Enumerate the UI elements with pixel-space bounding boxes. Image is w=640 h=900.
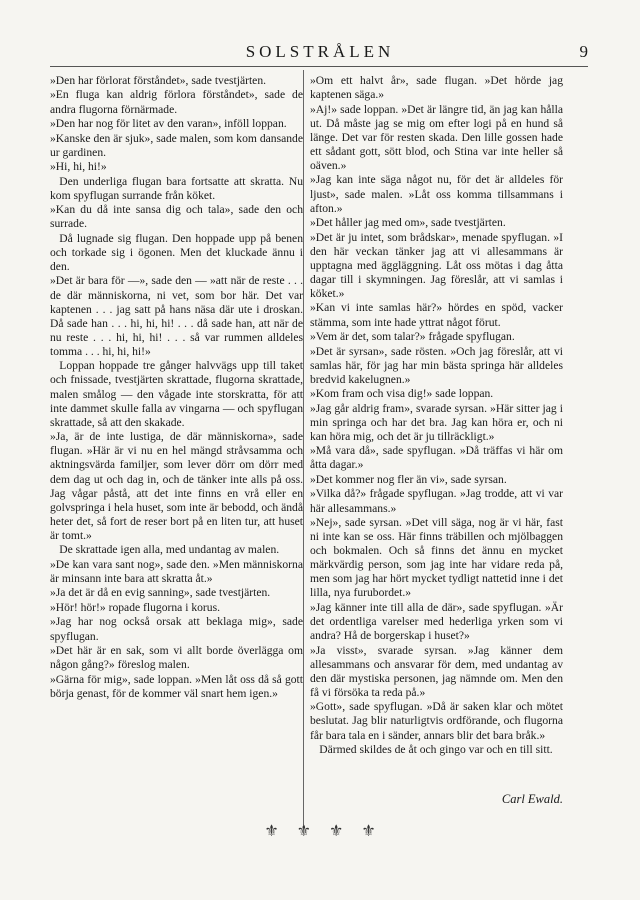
paragraph: »En fluga kan aldrig förlora förståndet», sade de andra flugorna förnärmade.: [50, 88, 303, 116]
paragraph: »Aj!» sade loppan. »Det är längre tid, än jag kan hålla ut. Då måste jag se mig om efter logi på en hund så länge. Det var för resten skada. Den lille gossen hade ett sådant gott, sött blod, och Stina var inte heller så oäven.»: [310, 102, 563, 172]
author-signature: Carl Ewald.: [501, 792, 563, 806]
paragraph: »Hi, hi, hi!»: [50, 160, 107, 174]
running-title: SOLSTRÅLEN: [245, 42, 395, 61]
paragraph: Den underliga flugan bara fortsatte att skratta. Nu kom spyflugan surrande från köket.: [50, 174, 303, 202]
paragraph: »Kanske den är sjuk», sade malen, som kom dansande ur gardinen.: [50, 131, 303, 159]
paragraph: »Jag har nog också orsak att beklaga mig», sade spyflugan.: [50, 615, 303, 643]
paragraph: »Den har nog för litet av den varan», inföll loppan.: [50, 117, 287, 131]
paragraph: »Det är ju intet, som brådskar», menade spyflugan. »I den här veckan tänker jag att vi allesammans är upptagna med äggläggning. Låt oss mötas i dag åtta dagar till i skymningen. Jag föreslår, att vi samlas i köket.»: [310, 230, 563, 300]
paragraph: »Kom fram och visa dig!» sade loppan.: [310, 387, 494, 401]
paragraph: »Den har förlorat förståndet», sade tvestjärten.: [50, 74, 267, 87]
paragraph: »Gott», sade spyflugan. »Då är saken klar och mötet beslutat. Jag blir naturligtvis ordförande, och flugorna får bara tala en i sänder, annars blir det bara bråk.»: [310, 700, 563, 742]
moth-ornament-icon: ⚜: [329, 823, 344, 840]
paragraph: »Ja det är då en evig sanning», sade tvestjärten.: [50, 586, 271, 600]
paragraph: »Ja, är de inte lustiga, de där människorna», sade flugan. »Här är vi nu en hel mängd stråvsamma och aktningsvärda familjer, som lever dörr om dörr med dem dag ut och dag in, och de tänker inte alls på oss. Jag vågar påstå, att det inte finns en vrå eller en golvspringa i hela huset, som inte är bebodd, och ändå heter det, så fort de reser bort på en liten tur, att huset är tomt.»: [50, 430, 303, 542]
paragraph: »Må vara då», sade spyflugan. »Då träffas vi här om åtta dagar.»: [310, 444, 563, 472]
paragraph: »Kan du då inte sansa dig och tala», sade den och surrade.: [50, 203, 303, 231]
paragraph: Loppan hoppade tre gånger halvvägs upp till taket och fnissade, tvestjärten skrattade, flugorna skrattade, malen smålog — den vågade inte storskratta, för att inte dammet skulle falla av vingarna — och spyflugan skrattade, så att den skakade.: [50, 359, 303, 429]
paragraph: »Det här är en sak, som vi allt borde överlägga om någon gång?» föreslog malen.: [50, 644, 303, 672]
header-rule: [50, 66, 588, 67]
paragraph: »Det håller jag med om», sade tvestjärten.: [310, 216, 506, 230]
paragraph: »Hör! hör!» ropade flugorna i korus.: [50, 600, 220, 614]
paragraph: Då lugnade sig flugan. Den hoppade upp på benen och torkade sig i ögonen. Men det kluckade ännu i den.: [50, 231, 303, 273]
paragraph: De skrattade igen alla, med undantag av malen.: [59, 543, 280, 557]
moth-ornament-icon: ⚜: [361, 823, 376, 840]
page-header: [0, 40, 640, 64]
paragraph: »De kan vara sant nog», sade den. »Men människorna är minsann inte bara att skratta åt.»: [50, 557, 303, 585]
paragraph: »Det är syrsan», sade rösten. »Och jag föreslår, att vi samlas här, för jag har min bästa springa här alldeles bredvid kakelugnen.»: [310, 344, 563, 386]
paragraph: »Kan vi inte samlas här?» hördes en spöd, vacker stämma, som inte hade yttrat något förut.: [310, 301, 563, 329]
page-number: 9: [579, 42, 588, 61]
moth-ornament-icon: ⚜: [264, 823, 279, 840]
paragraph: »Vilka då?» frågade spyflugan. »Jag trodde, att vi var här allesammans.»: [310, 487, 563, 515]
paragraph: »Om ett halvt år», sade flugan. »Det hörde jag kaptenen säga.»: [310, 74, 563, 102]
paragraph: »Jag känner inte till alla de där», sade spyflugan. »Är det ordentliga varelser med hederliga yrken som vi andra? Hå de borgerskap i huset?»: [310, 600, 563, 643]
paragraph: »Nej», sade syrsan. »Det vill säga, nog är vi här, fast ni inte kan se oss. Här finns träbillen och mjölbaggen och bokmalen. Och så finns det ännu en mycket märkvärdig person, som jag inte har vidare reda på, men som jag har hört mycket tydligt nattetid inne i det lilla, nya furubordet.»: [310, 515, 563, 600]
paragraph: »Det kommer nog fler än vi», sade syrsan.: [310, 472, 507, 486]
paragraph: »Det är bara för —», sade den — »att när de reste . . . de där människorna, ni vet, som bor här. Det var kaptenen . . . jag satt på hans näsa där ute i droskan. Då sade han . . . hi, hi, hi! . . . då sade han, att när de nu reste . . . hi, hi, hi! . . . så var rummen alldeles tomma . . . hi, hi, hi!»: [50, 274, 303, 358]
right-column: [310, 74, 563, 758]
paragraph: »Vem är det, som talar?» frågade spyflugan.: [310, 330, 515, 344]
paragraph: »Jag går aldrig fram», svarade syrsan. »Här sitter jag i min springa och har det bra. Jag kan höra er, och ni kan höra mig, och det är ju tillräckligt.»: [310, 401, 563, 443]
moth-ornament-icon: ⚜: [296, 823, 311, 840]
left-column: [50, 74, 303, 701]
paragraph: »Gärna för mig», sade loppan. »Men låt oss då så gott börja genast, för de kommer väl snart hem igen.»: [50, 672, 303, 700]
moth-ornament-row: [0, 822, 640, 842]
column-divider: [303, 70, 304, 825]
paragraph: »Jag kan inte säga något nu, för det är alldeles för ljust», sade malen. »Låt oss komma tillsammans i afton.»: [310, 173, 563, 215]
paragraph: Därmed skildes de åt och gingo var och en till sitt.: [319, 743, 553, 757]
paragraph: »Ja visst», svarade syrsan. »Jag känner dem allesammans och ansvarar för dem, med undantag av den där mystiska personen, jag nämnde om. Men den få vi försöka ta reda på.»: [310, 643, 563, 699]
